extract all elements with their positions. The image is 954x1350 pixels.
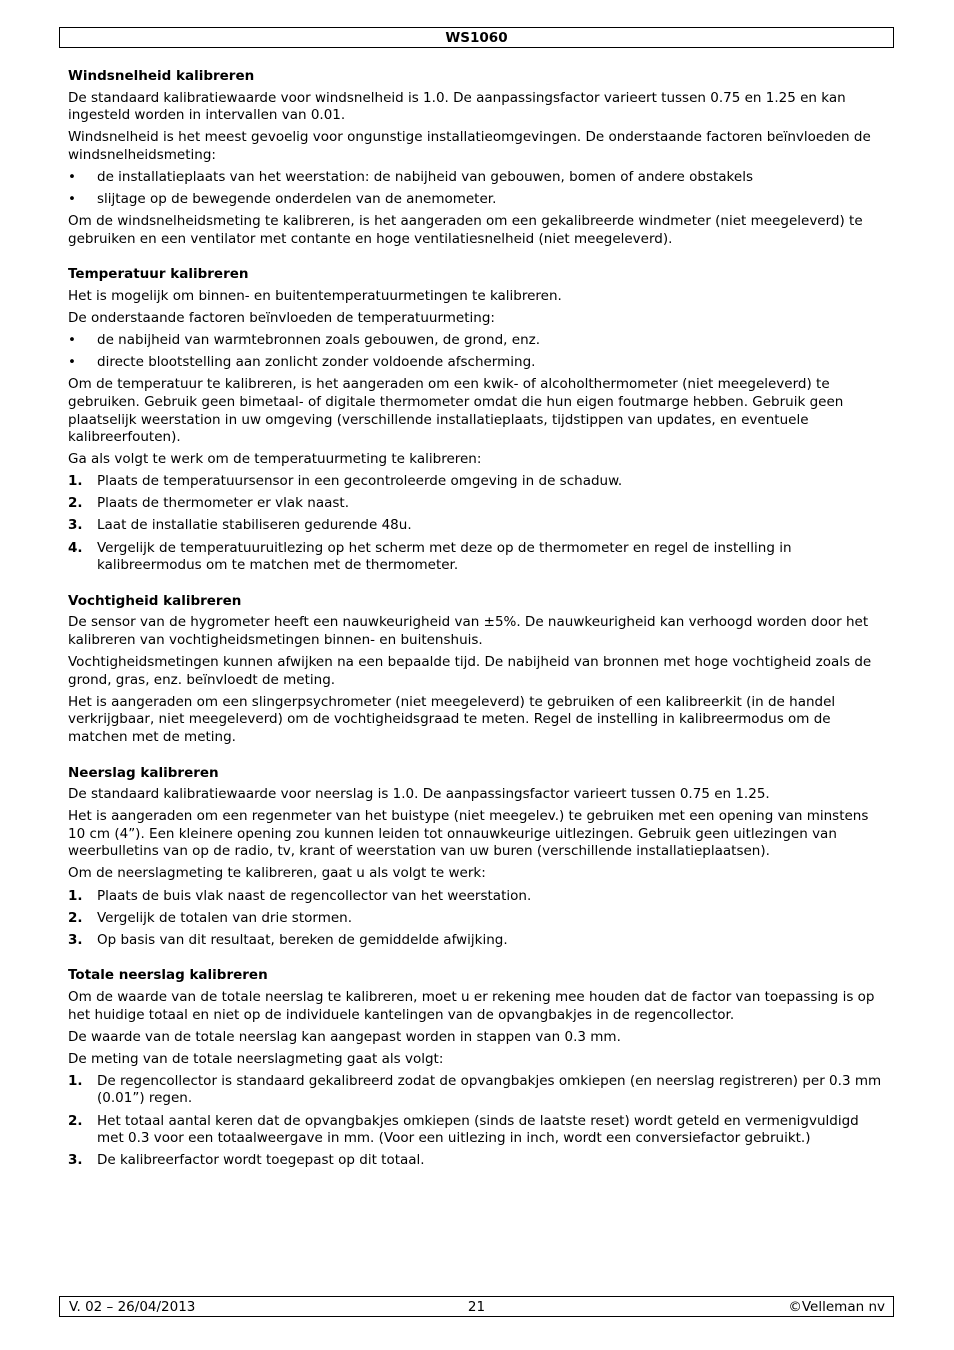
paragraph: De onderstaande factoren beïnvloeden de temperatuurmeting: — [68, 310, 495, 327]
step-text: Op basis van dit resultaat, bereken de gemiddelde afwijking. — [97, 931, 508, 948]
step-text: Vergelijk de totalen van drie stormen. — [97, 909, 353, 926]
step-number: 1. — [68, 1072, 83, 1089]
section-rainfall — [68, 765, 888, 950]
step-text: Plaats de thermometer er vlak naast. — [97, 495, 349, 512]
list-item — [68, 932, 888, 950]
page-content — [68, 68, 888, 1188]
section-heading: Windsnelheid kalibreren — [68, 68, 255, 84]
bullet-list — [68, 332, 888, 372]
model-title: WS1060 — [445, 30, 508, 46]
section-heading: Totale neerslag kalibreren — [68, 967, 268, 984]
list-item — [68, 1152, 888, 1170]
section-humidity — [68, 593, 888, 747]
step-number: 1. — [68, 473, 83, 490]
section-temperature — [68, 266, 888, 574]
section-heading: Vochtigheid kalibreren — [68, 592, 242, 609]
bullet-list — [68, 169, 888, 209]
paragraph: De waarde van de totale neerslag kan aangepast worden in stappen van 0.3 mm. — [68, 1028, 621, 1045]
step-number: 2. — [68, 1112, 83, 1129]
paragraph: Ga als volgt te werk om de temperatuurmeting te kalibreren: — [68, 451, 482, 468]
step-text: Laat de installatie stabiliseren gedurende 48u. — [97, 517, 412, 534]
numbered-list — [68, 473, 888, 574]
copyright: ©Velleman nv — [788, 1299, 885, 1315]
paragraph: Windsnelheid is het meest gevoelig voor ongunstige installatieomgevingen. De onderstaande factoren beïnvloeden de windsnelheidsmeting: — [68, 129, 871, 163]
step-number: 3. — [68, 1152, 83, 1169]
step-number: 3. — [68, 517, 83, 534]
paragraph: Het is aangeraden om een slingerpsychrometer (niet meegeleverd) te gebruiken of een kalibreerkit (in de handel verkrijgbaar, niet meegeleverd) om de vochtigheidsgraad te meten. Regel de instelling in kalibreermodus om de matchen met de meting. — [68, 693, 836, 745]
section-wind-speed — [68, 68, 888, 248]
list-item — [68, 1073, 888, 1108]
numbered-list — [68, 1073, 888, 1170]
step-number: 3. — [68, 931, 83, 948]
step-text: Plaats de buis vlak naast de regencollector van het weerstation. — [97, 887, 532, 904]
step-number: 1. — [68, 887, 83, 904]
list-item: • directe blootstelling aan zonlicht zonder voldoende afscherming. — [68, 354, 888, 372]
step-number: 2. — [68, 495, 83, 512]
step-text: Vergelijk de temperatuuruitlezing op het scherm met deze op de thermometer en regel de instelling in kalibreermodus om te matchen met de thermometer. — [97, 539, 792, 574]
step-number: 4. — [68, 539, 83, 556]
page-header — [59, 27, 894, 48]
page-number: 21 — [467, 1299, 486, 1315]
paragraph: Om de windsnelheidsmeting te kalibreren, is het aangeraden om een gekalibreerde windmeter (niet meegeleverd) te gebruiken en een ventilator met contante en hoge ventilatiesnelheid (niet meegeleverd). — [68, 213, 863, 247]
list-item — [68, 473, 888, 491]
paragraph: Om de neerslagmeting te kalibreren, gaat u als volgt te werk: — [68, 865, 486, 882]
section-heading: Temperatuur kalibreren — [68, 266, 249, 283]
list-item: • de installatieplaats van het weerstation: de nabijheid van gebouwen, bomen of andere obstakels — [68, 169, 888, 187]
list-item — [68, 495, 888, 513]
step-text: Plaats de temperatuursensor in een gecontroleerde omgeving in de schaduw. — [97, 473, 623, 490]
numbered-list — [68, 888, 888, 950]
step-text: De regencollector is standaard gekalibreerd zodat de opvangbakjes omkiepen (en neerslag registreren) per 0.3 mm (0.01”) regen. — [97, 1072, 882, 1107]
paragraph: Vochtigheidsmetingen kunnen afwijken na een bepaalde tijd. De nabijheid van bronnen met hoge vochtigheid zoals de grond, gras, enz. beïnvloedt de meting. — [68, 654, 872, 688]
list-item: • de nabijheid van warmtebronnen zoals gebouwen, de grond, enz. — [68, 332, 888, 350]
section-total-rainfall — [68, 967, 888, 1169]
paragraph: Om de temperatuur te kalibreren, is het aangeraden om een kwik- of alcoholthermometer (niet meegeleverd) te gebruiken. Gebruik geen bimetaal- of digitale thermometer omdat die hun eigen foutmarge hebben. Gebruik geen plaatselijk weerstation in uw omgeving (verschillende installatieplaats, tijdstippen van updates, en eventuele kalibreerfouten). — [68, 376, 844, 446]
list-item — [68, 1113, 888, 1148]
paragraph: De standaard kalibratiewaarde voor windsnelheid is 1.0. De aanpassingsfactor varieert tussen 0.75 en 1.25 en kan ingesteld worden in intervallen van 0.01. — [68, 89, 846, 124]
version-date: V. 02 – 26/04/2013 — [69, 1299, 196, 1315]
step-text: De kalibreerfactor wordt toegepast op dit totaal. — [97, 1152, 425, 1169]
paragraph: De sensor van de hygrometer heeft een nauwkeurigheid van ±5%. De nauwkeurigheid kan verhoogd worden door het kalibreren van vochtigheidsmetingen binnen- en buitenshuis. — [68, 614, 869, 648]
section-heading: Neerslag kalibreren — [68, 764, 219, 781]
list-item — [68, 888, 888, 906]
list-item — [68, 910, 888, 928]
step-text: Het totaal aantal keren dat de opvangbakjes omkiepen (sinds de laatste reset) wordt geteld en vermenigvuldigd met 0.3 voor een totaalweergave in mm. (Voor een uitlezing in inch, wordt een conversiefactor gebruikt.) — [97, 1112, 859, 1147]
paragraph: De standaard kalibratiewaarde voor neerslag is 1.0. De aanpassingsfactor varieert tussen 0.75 en 1.25. — [68, 786, 770, 803]
page-footer — [59, 1296, 894, 1317]
paragraph: Het is aangeraden om een regenmeter van het buistype (niet meegelev.) te gebruiken met een opening van minstens 10 cm (4”). Een kleinere opening zou kunnen leiden tot onnauwkeurige uitlezingen. Gebruik geen uitlezingen van weerbulletins van op de radio, tv, krant of weerstation van uw buren (verschillende installatieplaatsen). — [68, 808, 869, 860]
paragraph: Om de waarde van de totale neerslag te kalibreren, moet u er rekening mee houden dat de factor van toepassing is op het huidige totaal en niet op de individuele kantelingen van de opvangbakjes in de regencollector. — [68, 988, 875, 1023]
paragraph: Het is mogelijk om binnen- en buitentemperatuurmetingen te kalibreren. — [68, 287, 562, 304]
list-item: • slijtage op de bewegende onderdelen van de anemometer. — [68, 191, 888, 209]
list-item — [68, 517, 888, 535]
list-item — [68, 540, 888, 575]
step-number: 2. — [68, 909, 83, 926]
paragraph: De meting van de totale neerslagmeting gaat als volgt: — [68, 1050, 444, 1067]
